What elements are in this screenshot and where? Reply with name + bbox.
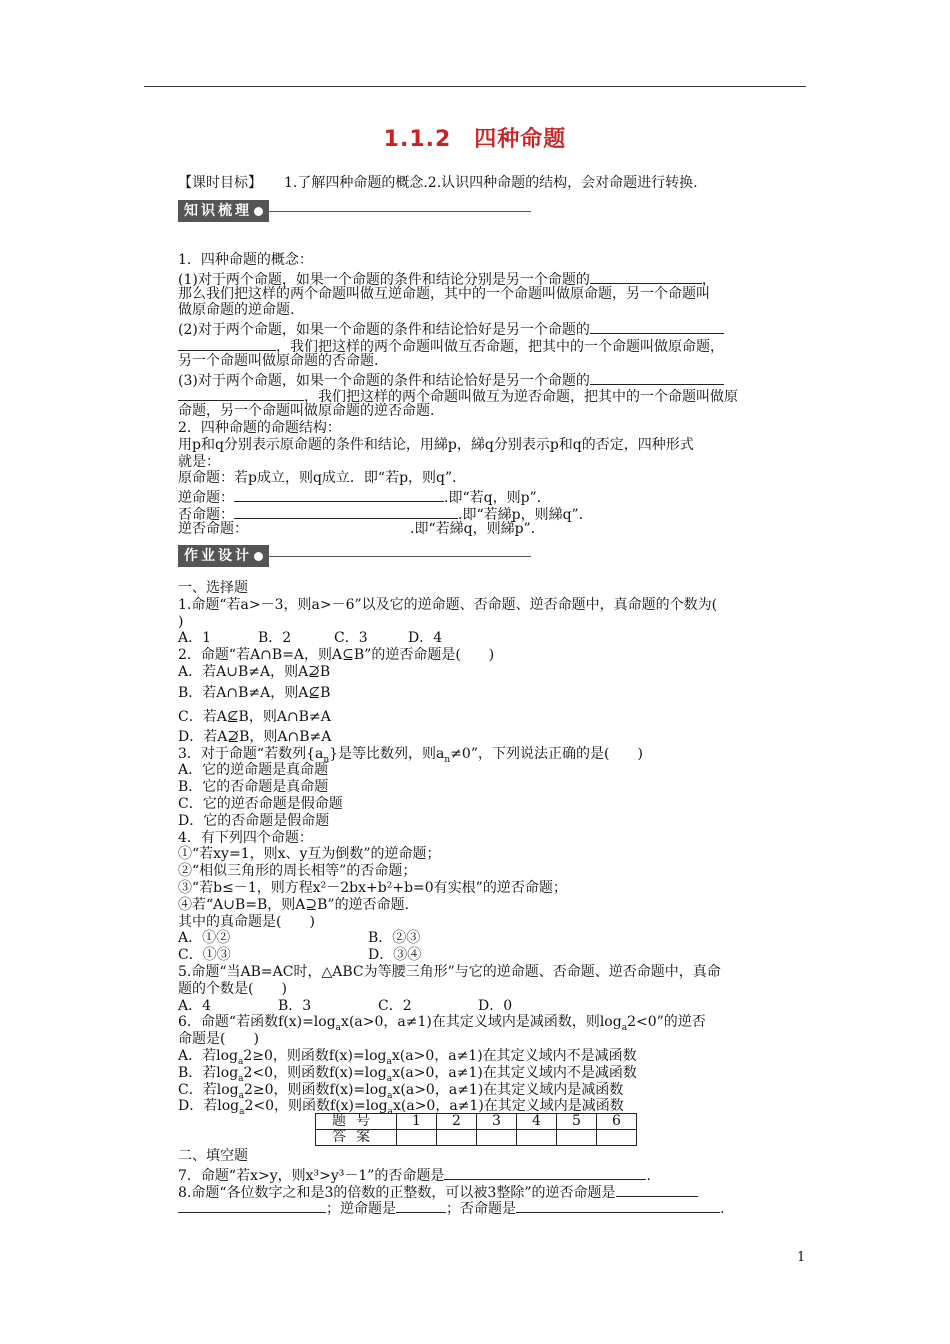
answer-cell[interactable]	[597, 1130, 637, 1146]
fill-blank[interactable]	[616, 1182, 698, 1197]
text-line: 逆否命题： .即“若綈q，则綈p”．	[178, 520, 545, 537]
text-line: ③“若b≤－1，则方程x²－2bx+b²+b=0有实根”的逆否命题；	[178, 879, 567, 896]
option[interactable]: D．若$\log_a2<0$，则函数$f(x)=\log_ax(a>0$，a≠1)在其定义域内是减函数	[178, 1098, 624, 1118]
answer-cell[interactable]	[517, 1130, 557, 1146]
table-cell: 5	[557, 1114, 597, 1130]
banner-label: 知识梳理	[184, 203, 252, 219]
option[interactable]: A．1	[178, 630, 212, 647]
option[interactable]: C．2	[378, 997, 412, 1014]
option[interactable]: A．它的逆命题是真命题	[178, 762, 329, 779]
question-2: 2．命题“若A∩B=A，则A⊆B”的逆否命题是( )	[178, 647, 495, 664]
option[interactable]: D．它的否命题是假命题	[178, 812, 330, 829]
text-line: ①“若xy=1，则x、y互为倒数”的逆命题；	[178, 846, 441, 863]
option[interactable]: A．4	[178, 997, 212, 1014]
fill-blank[interactable]	[234, 504, 458, 519]
table-cell: 2	[437, 1114, 477, 1130]
text-line: 原命题：若p成立，则q成立．即“若p，则q”．	[178, 470, 467, 487]
answer-cell[interactable]	[397, 1130, 437, 1146]
option[interactable]: B．它的否命题是真命题	[178, 779, 329, 796]
banner-rule	[269, 556, 531, 557]
header-rule	[144, 86, 806, 87]
options-q4-row2	[178, 947, 808, 964]
page-title: 1.1.2 四种命题	[383, 127, 567, 152]
question-5: 5.命题“当AB=AC时，△ABC为等腰三角形”与它的逆命题、否命题、逆否命题中，真命	[178, 963, 721, 980]
text-line: 那么我们把这样的两个命题叫做互逆命题，其中的一个命题叫做原命题，另一个命题叫	[178, 285, 710, 302]
option[interactable]: A．①②	[178, 930, 231, 947]
banner-label: 作业设计	[184, 548, 252, 564]
options-q4-row1	[178, 930, 808, 947]
text-line: )	[178, 613, 184, 630]
page-number: 1	[797, 1250, 806, 1265]
fill-blank[interactable]	[590, 269, 702, 284]
banner-rule	[269, 211, 531, 212]
question-7: 7．命题“若x>y，则x³>y³－1”的否命题是 .	[178, 1165, 808, 1182]
table-row	[316, 1130, 637, 1146]
text-line: 命题是( )	[178, 1031, 259, 1048]
objective-text: 1.了解四种命题的概念.2.认识四种命题的结构，会对命题进行转换.	[284, 175, 698, 191]
option[interactable]: D．0	[478, 997, 513, 1014]
fill-section	[178, 1148, 808, 1218]
text-line: 其中的真命题是( )	[178, 913, 315, 930]
option[interactable]: A．若A∪B≠A，则A⊉B	[178, 663, 331, 680]
text-line: ④若“A∪B=B，则A⊇B”的逆否命题.	[178, 896, 410, 913]
text-line: (1)对于两个命题，如果一个命题的条件和结论分别是另一个命题的 ，	[178, 269, 808, 286]
option[interactable]: B．②③	[368, 930, 421, 947]
table-header: 答案	[316, 1130, 397, 1146]
homework-section	[178, 580, 808, 1118]
table-header: 题号	[316, 1114, 397, 1130]
text-line: ②“相似三角形的周长相等”的否命题；	[178, 863, 417, 880]
option[interactable]: C．若A⊈B，则A∩B≠A	[178, 708, 331, 725]
table-cell: 4	[517, 1114, 557, 1130]
fill-blank[interactable]	[178, 1198, 326, 1213]
text-line: 二、填空题	[178, 1148, 248, 1164]
text-line: 另一个命题叫做原命题的否命题.	[178, 352, 379, 369]
text-line: ，我们把这样的两个命题叫做互否命题，把其中的一个命题叫做原命题，	[178, 336, 808, 353]
option[interactable]: D．③④	[368, 947, 422, 964]
fill-blank[interactable]	[178, 386, 304, 401]
option[interactable]: B．若A∩B≠A，则A⊈B	[178, 684, 331, 701]
option[interactable]: B．2	[258, 630, 292, 647]
text-line: 用p和q分别表示原命题的条件和结论，用綈p，綈q分别表示p和q的否定，四种形式	[178, 436, 694, 453]
text-line: 2．四种命题的命题结构：	[178, 419, 341, 436]
text-line: ；逆命题是 ；否命题是 .	[178, 1198, 808, 1215]
question-8: 8.命题“各位数字之和是3的倍数的正整数，可以被3整除”的逆否命题是	[178, 1182, 808, 1199]
option[interactable]: C．它的逆否命题是假命题	[178, 795, 343, 812]
text-line: (3)对于两个命题，如果一个命题的条件和结论恰好是另一个命题的	[178, 370, 808, 387]
fill-blank[interactable]	[590, 319, 724, 334]
answer-table	[315, 1113, 637, 1146]
option[interactable]: C．若$\log_a2\ge 0$，则函数$f(x)=\log_ax(a>0$，a≠1)在其定义域内是减函数	[178, 1081, 624, 1101]
option[interactable]: C．①③	[178, 947, 231, 964]
fill-blank[interactable]	[234, 487, 444, 502]
table-cell: 6	[597, 1114, 637, 1130]
option[interactable]: C．3	[334, 630, 368, 647]
text-line: 命题，另一个命题叫做原命题的逆否命题.	[178, 403, 435, 420]
option[interactable]: B．3	[278, 997, 312, 1014]
option[interactable]: B．若$\log_a2<0$，则函数$f(x)=\log_ax(a>0$，a≠1)在其定义域内不是减函数	[178, 1064, 637, 1084]
fill-blank[interactable]	[396, 1198, 446, 1213]
lesson-objective	[178, 172, 698, 192]
question-3: 3．对于命题“若数列$\{a_n\}$是等比数列，则$a_n\ne 0$”，下列说法正确的是( )	[178, 745, 643, 765]
option[interactable]: D．4	[408, 630, 443, 647]
section-banner-knowledge	[178, 200, 531, 222]
text-line: 否命题： .即“若綈p，则綈q”．	[178, 504, 808, 521]
objective-tag: 【课时目标】	[178, 175, 262, 191]
fill-blank[interactable]	[444, 1165, 646, 1180]
knowledge-section	[178, 252, 808, 538]
options-q5	[178, 998, 808, 1015]
text-line: 一、选择题	[178, 580, 248, 596]
question-6: 6．命题“若函数$f(x)=\log_ax(a>0$，a≠1)在其定义域内是减函数，则$\log_a2<0$”的逆否	[178, 1014, 706, 1034]
question-1: 1.命题“若a>－3，则a>－6”以及它的逆命题、否命题、逆否命题中，真命题的个数为(	[178, 596, 718, 613]
answer-cell[interactable]	[477, 1130, 517, 1146]
fill-blank[interactable]	[590, 370, 724, 385]
text-line: 逆命题： .即“若q，则p”．	[178, 487, 808, 504]
text-line: 做原命题的逆命题.	[178, 302, 295, 319]
option[interactable]: A．若$\log_a2\ge 0$，则函数$f(x)=\log_ax(a>0$，a≠1)在其定义域内不是减函数	[178, 1047, 637, 1067]
section-banner-homework	[178, 545, 531, 567]
answer-cell[interactable]	[437, 1130, 477, 1146]
table-cell: 3	[477, 1114, 517, 1130]
answer-cell[interactable]	[557, 1130, 597, 1146]
table-cell: 1	[397, 1114, 437, 1130]
text-line: 题的个数是( )	[178, 980, 287, 997]
fill-blank[interactable]	[178, 336, 276, 351]
bullet-dot-icon	[254, 552, 263, 561]
fill-blank[interactable]	[516, 1198, 720, 1213]
text-line: 1．四种命题的概念：	[178, 252, 313, 268]
option[interactable]: D．若A⊉B，则A∩B≠A	[178, 728, 332, 745]
text-line: 就是：	[178, 453, 220, 470]
options-q1	[178, 630, 808, 647]
text-line: ，我们把这样的两个命题叫做互为逆否命题，把其中的一个命题叫做原	[178, 386, 808, 403]
question-4: 4．有下列四个命题：	[178, 829, 313, 846]
table-row	[316, 1114, 637, 1130]
text-line: (2)对于两个命题，如果一个命题的条件和结论恰好是另一个命题的	[178, 319, 808, 336]
bullet-dot-icon	[254, 207, 263, 216]
